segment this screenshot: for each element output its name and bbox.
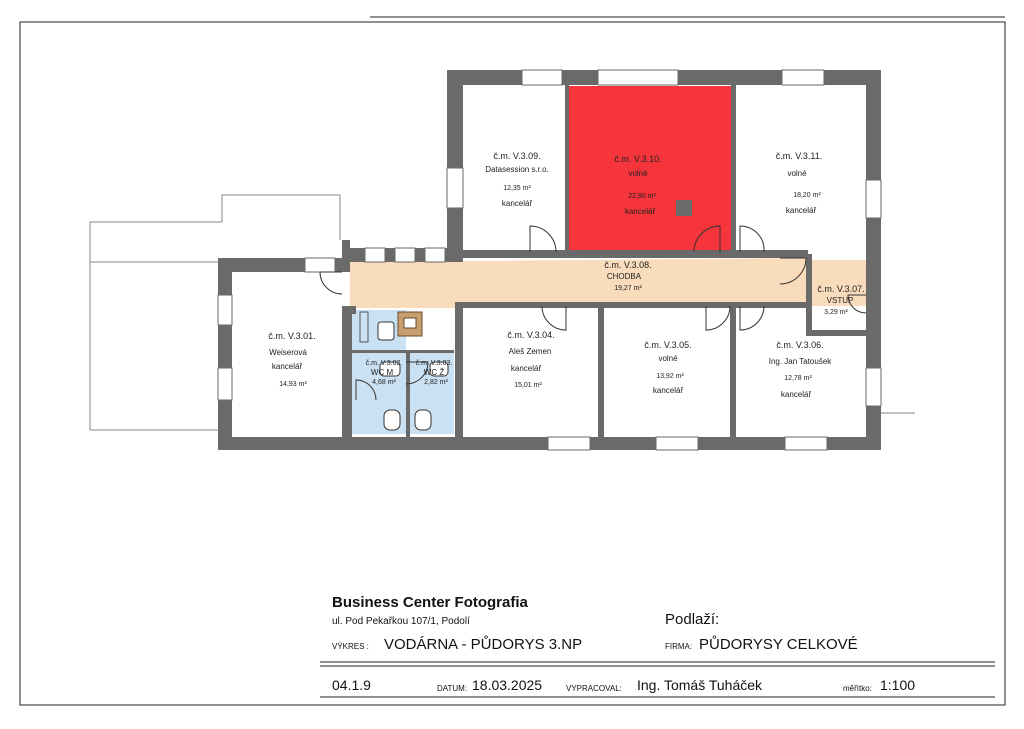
room-tenant-v311: volné — [787, 169, 807, 178]
room-name-v308: CHODBA — [606, 272, 642, 281]
room-fill-v305 — [604, 306, 730, 436]
scale-label: měřítko: — [843, 684, 872, 693]
room-code-v305: č.m. V.3.05. — [644, 340, 692, 350]
room-code-v303: č.m. V.3.03. — [415, 360, 453, 367]
room-area-v302: 4,68 m² — [372, 379, 396, 386]
room-use-v310: kancelář — [624, 207, 656, 216]
room-tenant-v305: volné — [658, 354, 678, 363]
room-fill-v310 — [567, 86, 732, 252]
room-area-v309: 12,35 m² — [503, 185, 531, 192]
room-tenant-v304: Aleš Zemen — [508, 347, 552, 356]
room-area-v301: 14,93 m² — [279, 381, 307, 388]
room-use-v309: kancelář — [501, 199, 533, 208]
room-tenant-v301: Weiserová — [269, 348, 307, 357]
room-name-v302: WC M — [370, 368, 394, 377]
drawing-label: VÝKRES : — [332, 642, 369, 651]
date-value: 18.03.2025 — [472, 677, 543, 693]
room-tenant-v306: Ing. Jan Tatoušek — [768, 357, 832, 366]
room-name-v307: VSTUP — [826, 296, 854, 305]
room-code-v307: č.m. V.3.07. — [817, 284, 865, 294]
room-code-v301: č.m. V.3.01. — [268, 331, 316, 341]
room-area-v311: 18,20 m² — [793, 192, 821, 199]
room-area-v308: 19,27 m² — [614, 285, 642, 292]
room-area-v306: 12,78 m² — [784, 375, 812, 382]
company-name: Business Center Fotografia — [332, 594, 528, 611]
room-code-v304: č.m. V.3.04. — [507, 330, 555, 340]
room-area-v310: 22,90 m² — [628, 193, 656, 200]
firm-value: PŮDORYSY CELKOVÉ — [699, 636, 858, 653]
room-fill-v308 — [350, 258, 808, 308]
room-use-v311: kancelář — [785, 206, 817, 215]
structural-column — [676, 200, 692, 216]
drawing-value: VODÁRNA - PŮDORYS 3.NP — [384, 636, 583, 653]
room-area-v305: 13,92 m² — [656, 373, 684, 380]
room-fill-v311 — [736, 84, 866, 250]
room-name-v303: WC Ž — [423, 368, 445, 377]
room-use-v301: kancelář — [271, 362, 303, 371]
room-use-v304: kancelář — [510, 364, 542, 373]
room-area-v307: 3,29 m² — [824, 309, 848, 316]
room-use-v306: kancelář — [780, 390, 812, 399]
room-code-v309: č.m. V.3.09. — [493, 151, 541, 161]
room-fill-v306 — [736, 306, 866, 436]
room-tenant-v309: Datasession s.r.o. — [485, 165, 549, 174]
scale-value: 1:100 — [880, 677, 916, 693]
room-code-v311: č.m. V.3.11. — [775, 151, 823, 161]
room-area-v304: 15,01 m² — [514, 382, 542, 389]
floor-label: Podlaží: — [665, 611, 720, 628]
room-area-v303: 2,82 m² — [424, 379, 448, 386]
firm-label: FIRMA: — [665, 642, 693, 651]
room-use-v305: kancelář — [652, 386, 684, 395]
author-label: VYPRACOVAL: — [566, 684, 622, 693]
company-address: ul. Pod Pekařkou 107/1, Podolí — [332, 616, 470, 627]
room-code-v308: č.m. V.3.08. — [604, 260, 652, 270]
room-tenant-v310: volné — [628, 169, 648, 178]
room-code-v306: č.m. V.3.06. — [776, 340, 824, 350]
room-code-v302: č.m. V.3.02. — [365, 360, 403, 367]
date-label: DATUM: — [437, 684, 468, 693]
room-code-v310: č.m. V.3.10. — [614, 154, 662, 164]
drawing-number: 04.1.9 — [332, 677, 371, 693]
author-value: Ing. Tomáš Tuháček — [637, 677, 763, 693]
